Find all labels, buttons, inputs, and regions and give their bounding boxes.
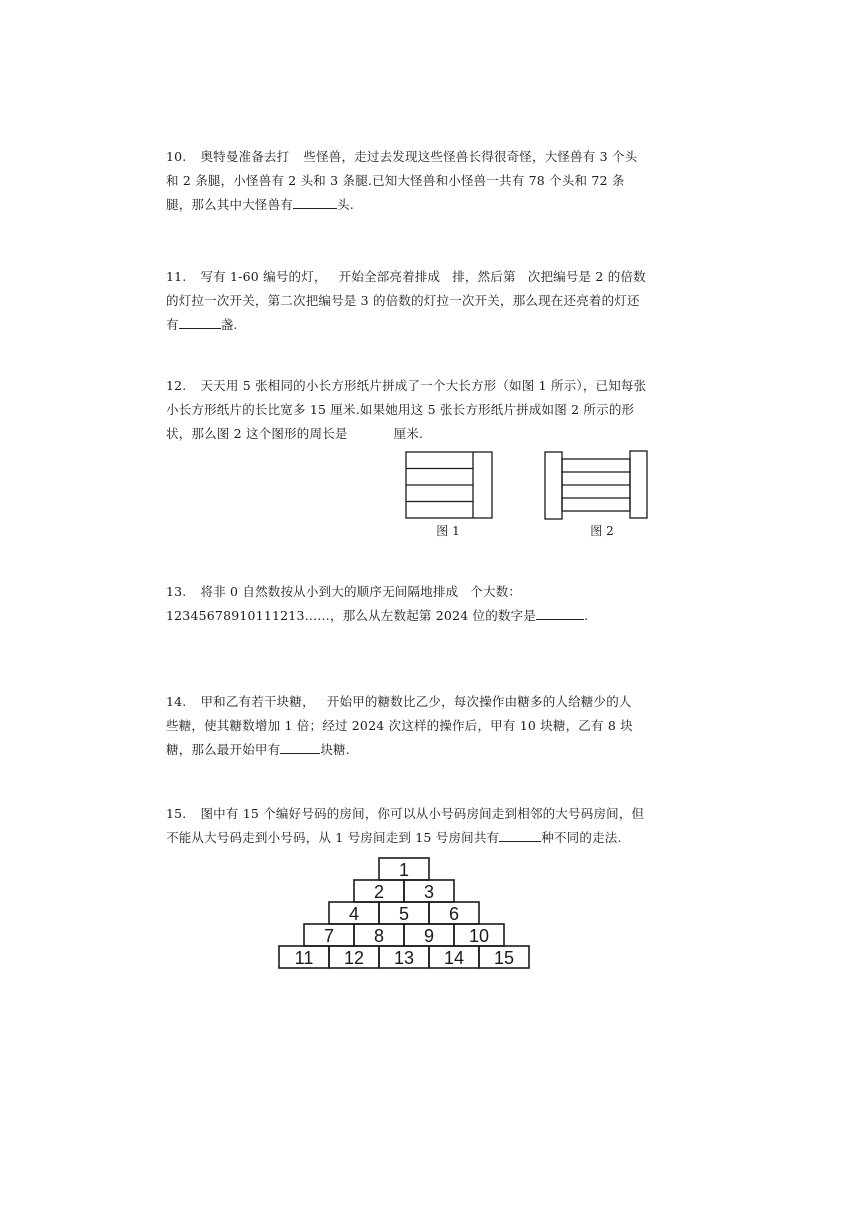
answer-blank[interactable] <box>293 194 337 209</box>
figure-2-label: 图 2 <box>590 524 614 538</box>
room-number: 2 <box>373 882 385 902</box>
room-10 <box>454 924 504 946</box>
room-number: 15 <box>493 948 515 968</box>
fig2-right-bar <box>630 451 647 518</box>
room-number: 10 <box>468 926 490 946</box>
room-number: 7 <box>323 926 335 946</box>
room-number: 11 <box>294 948 314 968</box>
room-number: 3 <box>423 882 435 902</box>
room-number: 12 <box>343 948 365 968</box>
room-pyramid <box>274 854 534 974</box>
figure-1 <box>400 446 500 542</box>
answer-blank[interactable] <box>179 314 221 329</box>
room-5 <box>379 902 429 924</box>
problem-14 <box>166 690 648 762</box>
problem-11-text: 11. 写有 1-60 编号的灯， 开始全部亮着排成 排，然后第 次把编号是 2 的倍数的灯拉一次开关，第二次把编号是 3 的倍数的灯拉一次开关，那么现在还亮着的灯还有 盏. <box>166 269 646 332</box>
problem-number: 15. <box>166 806 187 821</box>
room-number: 4 <box>348 904 360 924</box>
problem-10 <box>166 145 648 217</box>
room-3 <box>404 880 454 902</box>
room-number: 13 <box>393 948 415 968</box>
fig2-left-bar <box>545 452 562 519</box>
room-2 <box>354 880 404 902</box>
room-13 <box>379 946 429 968</box>
problem-14-text: 14. 甲和乙有若干块糖， 开始甲的糖数比乙少，每次操作由糖多的人给糖少的人些糖，使其糖数增加 1 倍；经过 2024 次这样的操作后，甲有 10 块糖，乙有 8 块糖，那么最开始甲有 块糖. <box>166 694 633 757</box>
room-6 <box>429 902 479 924</box>
problem-15-text: 15. 图中有 15 个编好号码的房间，你可以从小号码房间走到相邻的大号码房间，但不能从大号码走到小号码，从 1 号房间走到 15 号房间共有 种不同的走法. <box>166 806 645 845</box>
problem-12-text: 12. 天天用 5 张相同的小长方形纸片拼成了一个大长方形（如图 1 所示），已知每张小长方形纸片的长比宽多 15 厘米.如果她用这 5 张长方形纸片拼成如图 2 所示的形状，那么图 2 这个图形的周长是 厘米. <box>166 378 647 441</box>
room-12 <box>329 946 379 968</box>
problem-12 <box>166 374 648 446</box>
room-number: 8 <box>373 926 385 946</box>
room-number: 5 <box>398 904 410 924</box>
room-7 <box>304 924 354 946</box>
answer-blank[interactable] <box>280 739 320 754</box>
problem-number: 14. <box>166 694 187 709</box>
problem-number: 12. <box>166 378 187 393</box>
room-1 <box>379 858 429 880</box>
problem-10-text: 10. 奥特曼准备去打 些怪兽，走过去发现这些怪兽长得很奇怪，大怪兽有 3 个头和 2 条腿，小怪兽有 2 头和 3 条腿.已知大怪兽和小怪兽一共有 78 个头和 72 条腿，那么其中大怪兽有 头. <box>166 149 638 212</box>
problem-13 <box>166 580 648 628</box>
problem-11 <box>166 265 648 337</box>
problem-number: 10. <box>166 149 187 164</box>
room-number: 14 <box>443 948 465 968</box>
figure-2 <box>538 446 654 542</box>
figure-1-label: 图 1 <box>436 524 460 538</box>
room-number: 1 <box>398 860 410 880</box>
room-15 <box>479 946 529 968</box>
room-number: 9 <box>423 926 435 946</box>
problem-15 <box>166 802 648 850</box>
room-11 <box>279 946 329 968</box>
room-4 <box>329 902 379 924</box>
answer-blank[interactable] <box>499 827 541 842</box>
answer-blank[interactable] <box>536 605 584 620</box>
problem-number: 11. <box>166 269 187 284</box>
room-8 <box>354 924 404 946</box>
room-14 <box>429 946 479 968</box>
problem-number: 13. <box>166 584 187 599</box>
room-9 <box>404 924 454 946</box>
room-number: 6 <box>448 904 460 924</box>
problem-13-text: 13. 将非 0 自然数按从小到大的顺序无间隔地排成 个大数：12345678910111213……，那么从左数起第 2024 位的数字是 . <box>166 584 589 623</box>
